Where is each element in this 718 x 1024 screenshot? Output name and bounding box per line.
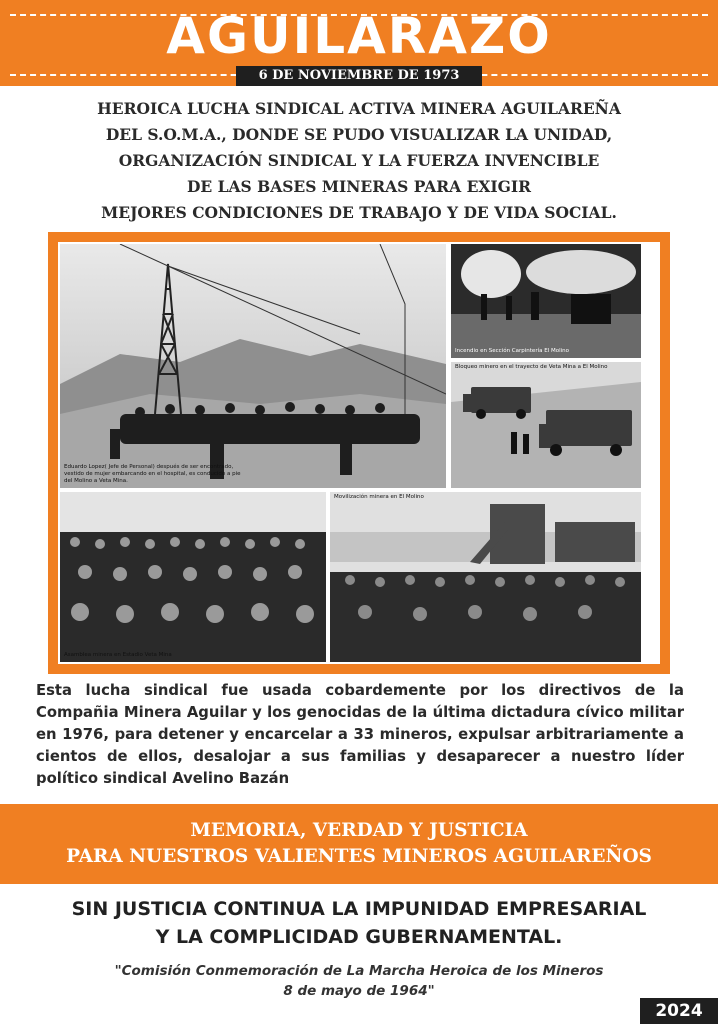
date-label: 6 DE NOVIEMBRE DE 1973: [236, 66, 482, 86]
headline-line: DEL S.O.M.A., DONDE SE PUDO VISUALIZAR LA UNIDAD,: [105, 125, 613, 144]
memoria-line: PARA NUESTROS VALIENTES MINEROS AGUILAREÑOS: [66, 846, 652, 867]
headline-line: ORGANIZACIÓN SINDICAL Y LA FUERZA INVENCIBLE: [118, 151, 600, 170]
signature-quote: [0, 961, 718, 1001]
photo-caption: Bloqueo minero en el trayecto de Veta Mina a El Molino: [455, 364, 608, 370]
year-badge: 2024: [640, 998, 718, 1024]
march-image: [330, 492, 641, 662]
quote-line: "Comisión Conmemoración de La Marcha Heroica de los Mineros: [114, 963, 604, 979]
photo-fire: [451, 244, 641, 358]
trucks-image: [451, 362, 641, 488]
poster-title: AGUILARAZO: [166, 7, 552, 65]
photo-caption: Movilización minera en El Molino: [334, 494, 424, 500]
headline-line: DE LAS BASES MINERAS PARA EXIGIR: [186, 177, 532, 196]
photo-march: [330, 492, 641, 662]
impunidad-statement: [0, 895, 718, 951]
quote-line: 8 de mayo de 1964": [283, 983, 435, 999]
fire-image: [451, 244, 641, 358]
photo-assembly: [60, 492, 326, 662]
photo-caption: Incendio en Sección Carpintería El Molino: [455, 348, 569, 354]
body-paragraph: Esta lucha sindical fue usada cobardemente por los directivos de la Compañia Minera Aguilar y los genocidas de la última dictadura cívico militar en 1976, para detener y encarcelar a 33 mineros, expulsar arbitrariamente a cientos de ellos, desalojar a sus familias y desaparecer a nuestro líder político sindical Avelino Bazán: [36, 682, 684, 787]
photo-caption: Asamblea minera en Estadio Veta Mina: [64, 652, 172, 658]
memoria-banner: [0, 804, 718, 884]
headline: [0, 96, 718, 226]
impunidad-line: SIN JUSTICIA CONTINUA LA IMPUNIDAD EMPRESARIAL: [71, 898, 647, 920]
assembly-image: [60, 492, 326, 662]
photo-cable-tower-crowd: [60, 244, 446, 488]
impunidad-line: Y LA COMPLICIDAD GUBERNAMENTAL.: [155, 926, 563, 948]
photo-collage: [58, 242, 660, 664]
photo-trucks: [451, 362, 641, 488]
photo-caption: Eduardo Lopez( Jefe de Personal) después de ser encontrado, vestido de mujer embarcando en el hospital, es conducido a pie del Molino a Veta Mina.: [64, 464, 241, 484]
cable-tower-image: [60, 244, 446, 488]
memoria-line: MEMORIA, VERDAD Y JUSTICIA: [190, 820, 528, 841]
headline-line: HEROICA LUCHA SINDICAL ACTIVA MINERA AGUILAREÑA: [97, 99, 621, 118]
photo-collage-frame: [48, 232, 670, 674]
headline-line: MEJORES CONDICIONES DE TRABAJO Y DE VIDA SOCIAL.: [101, 203, 617, 222]
